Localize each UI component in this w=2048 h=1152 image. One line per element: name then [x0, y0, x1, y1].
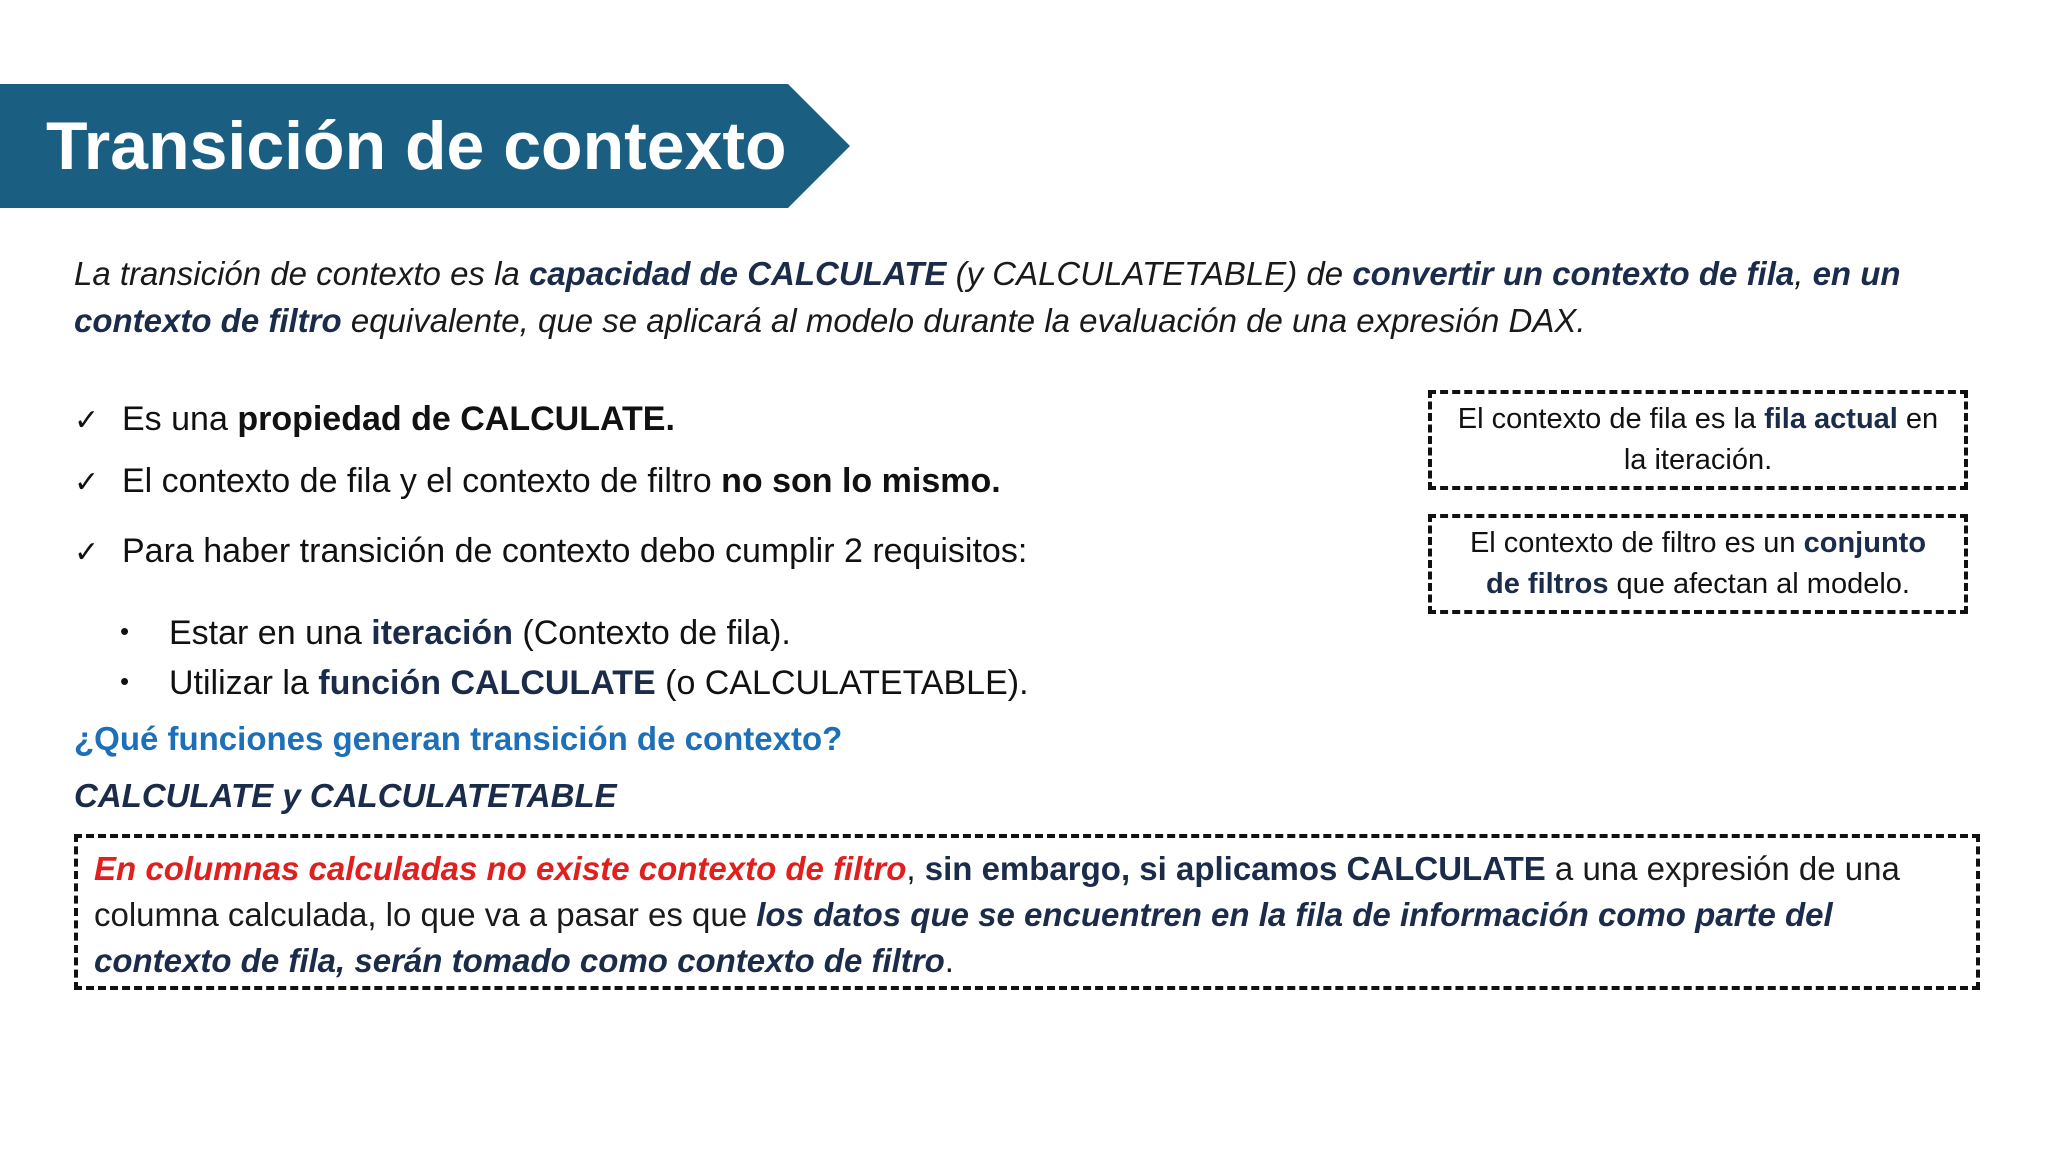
side-note-filter-context: [1428, 514, 1968, 614]
side-note-emphasis: conjunto de filtros: [1486, 527, 1927, 600]
checklist-emphasis: propiedad de CALCULATE.: [237, 400, 675, 438]
answer-text: CALCULATE y CALCULATETABLE: [74, 777, 617, 814]
side-note-part: El contexto de fila es la: [1457, 403, 1765, 435]
intro-text: La transición de contexto es la: [74, 255, 529, 292]
note-emphasis: sin embargo, si aplicamos CALCULATE: [924, 850, 1546, 887]
intro-text: equivalente, que se aplicará al modelo durante la evaluación de una expresión DAX.: [341, 302, 1586, 339]
note-text: [94, 846, 1954, 984]
page-title: Transición de contexto: [46, 108, 787, 184]
checklist-text: Para haber transición de contexto debo cumplir 2 requisitos:: [122, 532, 1028, 570]
requirement-text: (Contexto de fila).: [512, 614, 791, 652]
requirement-emphasis: iteración: [371, 614, 513, 652]
note-emphasis: los datos que se encuentren en la fila de información como parte del contexto de fila, serán tomado como contexto de filtro: [94, 896, 1833, 979]
bullet-icon: •: [120, 666, 130, 696]
note-part: .: [944, 942, 954, 979]
checklist-item: [74, 400, 675, 439]
intro-emphasis: convertir un contexto de fila: [1352, 255, 1795, 292]
side-note-text: [1432, 518, 1964, 610]
intro-emphasis: capacidad de CALCULATE: [528, 255, 947, 292]
requirement-text: (o CALCULATETABLE).: [655, 664, 1029, 702]
note-part: a una expresión de una columna calculada, lo que va a pasar es que: [94, 850, 1900, 933]
checklist-item: [74, 532, 1027, 571]
requirements-list: [120, 607, 1029, 707]
checklist-text: El contexto de fila y el contexto de filtro: [122, 462, 722, 500]
checklist-emphasis: no son lo mismo.: [721, 462, 1001, 500]
side-note-part: que afectan al modelo.: [1608, 568, 1910, 600]
side-note-part: El contexto de filtro es un: [1469, 527, 1804, 559]
side-note-row-context: [1428, 390, 1968, 490]
calculated-column-note: [74, 834, 1980, 990]
requirement-text: Estar en una: [169, 614, 372, 652]
intro-emphasis: en un contexto de filtro: [74, 255, 1901, 339]
note-part: ,: [906, 850, 925, 887]
side-note-text: [1432, 394, 1964, 486]
requirement-emphasis: función CALCULATE: [318, 664, 656, 702]
intro-text: ,: [1794, 255, 1813, 292]
side-note-part: en la iteración.: [1623, 403, 1939, 476]
requirement-item: [120, 657, 1029, 707]
requirement-item: [120, 607, 1029, 657]
intro-text: (y CALCULATETABLE) de: [946, 255, 1353, 292]
bullet-icon: •: [120, 616, 130, 646]
checkmark-icon: ✓: [74, 536, 100, 569]
note-warning: En columnas calculadas no existe contexto de filtro: [94, 850, 907, 887]
requirement-text: Utilizar la: [169, 664, 319, 702]
intro-paragraph: [74, 250, 1974, 344]
checkmark-icon: ✓: [74, 404, 100, 437]
checklist-item: [74, 462, 1001, 501]
side-note-emphasis: fila actual: [1764, 403, 1898, 435]
checklist-text: Es una: [122, 400, 238, 438]
question-heading: ¿Qué funciones generan transición de contexto?: [74, 720, 843, 757]
checkmark-icon: ✓: [74, 466, 100, 499]
